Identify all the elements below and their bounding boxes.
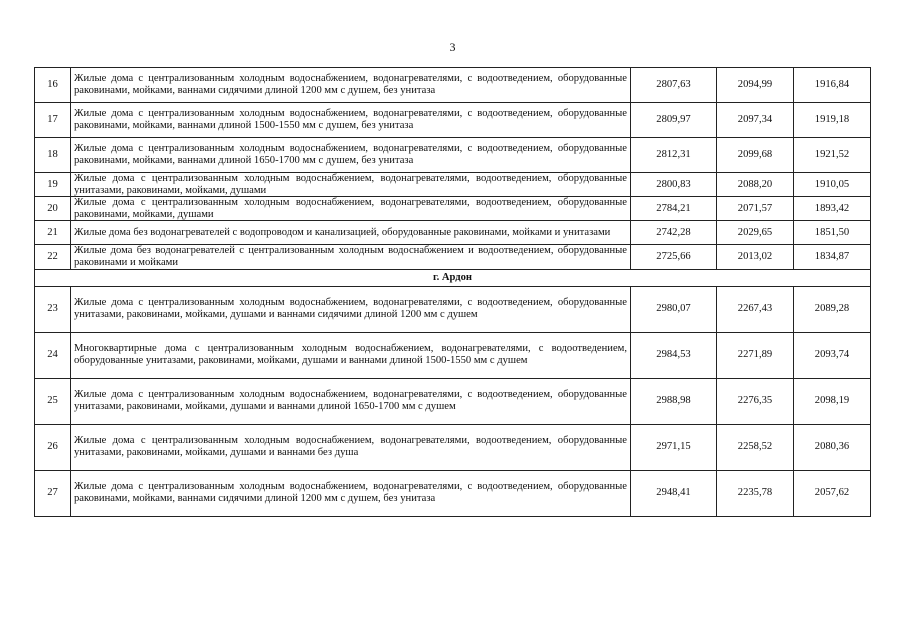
row-value-2: 2276,35 <box>717 378 794 424</box>
table-row <box>35 470 871 516</box>
row-value-3: 2080,36 <box>794 424 871 470</box>
row-value-3: 1910,05 <box>794 173 871 197</box>
row-value-3: 1834,87 <box>794 245 871 269</box>
row-value-2: 2258,52 <box>717 424 794 470</box>
row-value-3: 1916,84 <box>794 68 871 103</box>
row-value-2: 2029,65 <box>717 221 794 245</box>
table-row <box>35 173 871 197</box>
row-number: 21 <box>35 221 71 245</box>
row-number: 18 <box>35 138 71 173</box>
row-value-1: 2725,66 <box>631 245 717 269</box>
row-value-2: 2088,20 <box>717 173 794 197</box>
tariff-table <box>34 67 871 517</box>
row-value-1: 2812,31 <box>631 138 717 173</box>
row-value-3: 2093,74 <box>794 332 871 378</box>
row-value-3: 2098,19 <box>794 378 871 424</box>
table-row <box>35 103 871 138</box>
row-value-2: 2071,57 <box>717 197 794 221</box>
row-value-1: 2988,98 <box>631 378 717 424</box>
table-row <box>35 378 871 424</box>
row-value-1: 2980,07 <box>631 286 717 332</box>
row-value-3: 1919,18 <box>794 103 871 138</box>
table-row <box>35 424 871 470</box>
row-description: Многоквартирные дома с централизованным холодным водоснабжением, водонагревателями, с водоотведением, оборудованные унитазами, раковинами, мойками, душами и ваннами длиной 1500-1550 мм с душем <box>71 332 631 378</box>
row-description: Жилые дома с централизованным холодным водоснабжением, водонагревателями, с водоотведением, оборудованные унитазами, раковинами, мойками, душами и ваннами сидячими длиной 1200 мм с душем <box>71 286 631 332</box>
row-value-2: 2094,99 <box>717 68 794 103</box>
table-row <box>35 286 871 332</box>
row-value-3: 1893,42 <box>794 197 871 221</box>
row-value-1: 2971,15 <box>631 424 717 470</box>
row-value-1: 2948,41 <box>631 470 717 516</box>
row-description: Жилые дома с централизованным холодным водоснабжением, водонагревателями, с водоотведением, оборудованные раковинами, мойками, ваннами сидячими длиной 1200 мм с душем, без унитаза <box>71 68 631 103</box>
row-value-2: 2099,68 <box>717 138 794 173</box>
row-number: 26 <box>35 424 71 470</box>
row-value-3: 2057,62 <box>794 470 871 516</box>
row-description: Жилые дома с централизованным холодным водоснабжением, водонагревателями, водоотведением, оборудованные унитазами, раковинами, мойками, душами <box>71 173 631 197</box>
section-title: г. Ардон <box>35 269 871 286</box>
row-value-3: 1921,52 <box>794 138 871 173</box>
row-number: 24 <box>35 332 71 378</box>
table-row <box>35 221 871 245</box>
row-description: Жилые дома без водонагревателей с водопроводом и канализацией, оборудованные раковинами, мойками и унитазами <box>71 221 631 245</box>
row-number: 17 <box>35 103 71 138</box>
row-value-2: 2267,43 <box>717 286 794 332</box>
table-row <box>35 197 871 221</box>
row-number: 20 <box>35 197 71 221</box>
row-value-1: 2984,53 <box>631 332 717 378</box>
row-value-2: 2271,89 <box>717 332 794 378</box>
row-description: Жилые дома с централизованным холодным водоснабжением, водонагревателями, водоотведением, оборудованные унитазами, раковинами, мойками, душами и ваннами без душа <box>71 424 631 470</box>
row-value-1: 2809,97 <box>631 103 717 138</box>
section-header-row <box>35 269 871 286</box>
table-row <box>35 245 871 269</box>
row-value-2: 2013,02 <box>717 245 794 269</box>
row-description: Жилые дома с централизованным холодным водоснабжением, водонагревателями, с водоотведением, оборудованные унитазами, раковинами, мойками, душами и ваннами длиной 1650-1700 мм с душем <box>71 378 631 424</box>
row-number: 22 <box>35 245 71 269</box>
row-number: 19 <box>35 173 71 197</box>
row-number: 16 <box>35 68 71 103</box>
row-description: Жилые дома с централизованным холодным водоснабжением, водонагревателями, с водоотведением, оборудованные раковинами, мойками, ваннами длиной 1500-1550 мм с душем, без унитаза <box>71 103 631 138</box>
row-value-1: 2784,21 <box>631 197 717 221</box>
row-value-3: 2089,28 <box>794 286 871 332</box>
row-description: Жилые дома с централизованным холодным водоснабжением, водонагревателями, с водоотведением, оборудованные раковинами, мойками, ваннами сидячими длиной 1200 мм с душем, без унитаза <box>71 470 631 516</box>
row-description: Жилые дома с централизованным холодным водоснабжением, водонагревателями, с водоотведением, оборудованные раковинами, мойками, ваннами длиной 1650-1700 мм с душем, без унитаза <box>71 138 631 173</box>
page-number: 3 <box>449 40 456 54</box>
table-row <box>35 68 871 103</box>
row-value-1: 2800,83 <box>631 173 717 197</box>
row-value-1: 2742,28 <box>631 221 717 245</box>
row-value-1: 2807,63 <box>631 68 717 103</box>
row-number: 27 <box>35 470 71 516</box>
table-row <box>35 138 871 173</box>
row-number: 25 <box>35 378 71 424</box>
row-value-2: 2097,34 <box>717 103 794 138</box>
row-number: 23 <box>35 286 71 332</box>
row-value-3: 1851,50 <box>794 221 871 245</box>
table-row <box>35 332 871 378</box>
row-description: Жилые дома без водонагревателей с централизованным холодным водоснабжением и водоотведением, оборудованные раковинами и мойками <box>71 245 631 269</box>
row-value-2: 2235,78 <box>717 470 794 516</box>
row-description: Жилые дома с централизованным холодным водоснабжением, водонагревателями, водоотведением, оборудованные раковинами, мойками, душами <box>71 197 631 221</box>
